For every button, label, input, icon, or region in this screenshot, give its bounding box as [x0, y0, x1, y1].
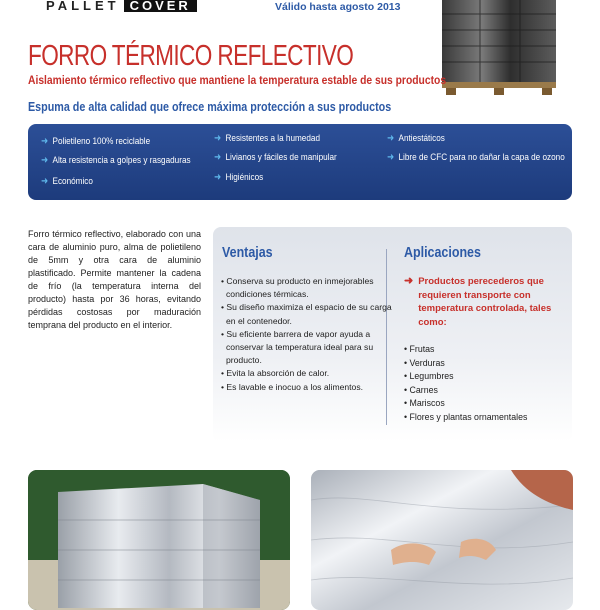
arrow-right-icon: ➜ — [41, 155, 49, 166]
arrow-right-icon: ➜ — [387, 133, 395, 144]
brand-logo — [46, 0, 197, 12]
feature-item — [41, 136, 150, 147]
list-item: • Su diseño maximiza el espacio de su carga en el contenedor. — [221, 302, 392, 326]
product-tagline: Espuma de alta calidad que ofrece máxima protección a sus productos — [28, 100, 392, 114]
list-item: • Verduras — [404, 357, 445, 368]
feature-item — [41, 155, 191, 166]
foil-handling-photo — [311, 470, 573, 610]
logo-text-pallet: PALLET — [46, 0, 120, 13]
feature-item — [387, 152, 565, 163]
product-title: FORRO TÉRMICO REFLECTIVO — [28, 40, 354, 72]
feature-label: Libre de CFC para no dañar la capa de ozono — [398, 152, 565, 163]
arrow-right-icon: ➜ — [404, 275, 414, 287]
product-description: Forro térmico reflectivo, elaborado con una cara de aluminio puro, alma de polietileno de 5mm y otra cara de aluminio plastificado. Permite mantener la cadena de frío (la temperatura interna del producto) hasta por 36 horas, evitando pérdidas costosas por maduración temprana del producto en el interior. — [28, 229, 201, 330]
feature-item — [387, 133, 445, 144]
feature-label: Alta resistencia a golpes y rasgaduras — [52, 155, 191, 166]
feature-label: Resistentes a la humedad — [225, 133, 320, 144]
list-item: • Frutas — [404, 344, 435, 354]
logo-text-cover: COVER — [124, 0, 197, 12]
arrow-right-icon: ➜ — [214, 172, 222, 183]
ventajas-heading: Ventajas — [222, 245, 273, 261]
validity-note: Válido hasta agosto 2013 — [275, 1, 401, 13]
pallet-cover-photo — [440, 0, 565, 95]
feature-item — [41, 176, 93, 187]
list-item: • Flores y plantas ornamentales — [404, 411, 528, 422]
feature-item — [214, 172, 263, 183]
list-item: • Conserva su producto en inmejorables condiciones térmicas. — [221, 276, 374, 300]
aplicaciones-heading: Aplicaciones — [404, 245, 481, 261]
arrow-right-icon: ➜ — [41, 136, 49, 147]
feature-item — [214, 152, 337, 163]
aplicaciones-list — [404, 343, 527, 425]
list-item: • Su eficiente barrera de vapor ayuda a conservar la temperatura ideal para su producto. — [221, 328, 374, 366]
aplicaciones-intro — [404, 275, 564, 329]
list-item: • Carnes — [404, 384, 438, 395]
features-box — [28, 124, 572, 200]
arrow-right-icon: ➜ — [41, 176, 49, 187]
feature-item — [214, 133, 320, 144]
feature-label: Polietileno 100% reciclable — [52, 136, 151, 147]
aplicaciones-intro-text: Productos perecederos que requieren transporte con temperatura controlada, tales como: — [418, 276, 552, 328]
arrow-right-icon: ➜ — [387, 152, 395, 163]
list-item: • Es lavable e inocuo a los alimentos. — [221, 381, 364, 392]
feature-label: Higiénicos — [225, 172, 264, 183]
feature-label: Antiestáticos — [398, 133, 445, 144]
list-item: • Evita la absorción de calor. — [221, 368, 330, 379]
feature-label: Livianos y fáciles de manipular — [225, 152, 337, 163]
ventajas-list — [221, 275, 399, 394]
feature-label: Económico — [52, 176, 93, 187]
wrapped-pallet-photo — [28, 470, 290, 610]
list-item: • Legumbres — [404, 371, 454, 382]
arrow-right-icon: ➜ — [214, 133, 222, 144]
list-item: • Mariscos — [404, 398, 445, 409]
arrow-right-icon: ➜ — [214, 152, 222, 163]
product-subtitle: Aislamiento térmico reflectivo que mantiene la temperatura estable de sus productos — [28, 73, 447, 87]
